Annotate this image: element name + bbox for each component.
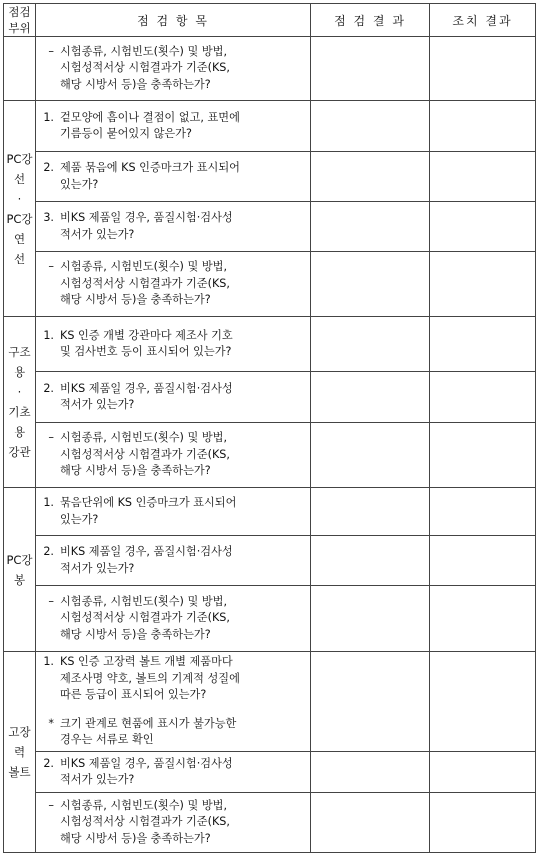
item-cell: – 시험종류, 시험빈도(횟수) 및 방법, 시험성적서상 시험결과가 기준(KS, 해당 시방서 등)을 충족하는가? — [36, 586, 311, 652]
result-cell[interactable] — [311, 652, 430, 752]
result-cell[interactable] — [311, 488, 430, 536]
category-pc-strand: PC강선 · PC강연 선 — [4, 101, 36, 317]
result-cell[interactable] — [311, 202, 430, 252]
action-cell[interactable] — [430, 586, 536, 652]
action-cell[interactable] — [430, 423, 536, 488]
category-high-strength-bolt: 고장력 볼트 — [4, 652, 36, 853]
header-result: 점 검 결 과 — [311, 4, 430, 37]
category-steel-pipe: 구조용 · 기초용 강관 — [4, 317, 36, 488]
header-action: 조치 결과 — [430, 4, 536, 37]
item-cell: – 시험종류, 시험빈도(횟수) 및 방법, 시험성적서상 시험결과가 기준(KS, 해당 시방서 등)을 충족하는가? — [36, 423, 311, 488]
result-cell[interactable] — [311, 423, 430, 488]
table-row — [4, 586, 536, 652]
item-cell: 2. 비KS 제품일 경우, 품질시험·검사성 적서가 있는가? — [36, 536, 311, 586]
item-cell: 2. 비KS 제품일 경우, 품질시험·검사성 적서가 있는가? — [36, 372, 311, 423]
checklist-page — [3, 3, 535, 845]
item-text: KS 인증 개별 강관마다 제조사 기호 및 검사번호 등이 표시되어 있는가? — [60, 328, 233, 358]
action-cell[interactable] — [430, 536, 536, 586]
action-cell[interactable] — [430, 37, 536, 101]
table-row — [4, 652, 536, 752]
result-cell[interactable] — [311, 317, 430, 372]
category-pc-bar: PC강봉 — [4, 488, 36, 652]
item-cell: 1. KS 인증 고장력 볼트 개별 제품마다 제조사명 약호, 볼트의 기계적 성질에 따른 등급이 표시되어 있는가? * 크기 관계로 현품에 표시가 불가능한 경우는 서류로 확인 — [36, 652, 311, 752]
item-text: 비KS 제품일 경우, 품질시험·검사성 적서가 있는가? — [60, 545, 233, 575]
item-text: 시험종류, 시험빈도(횟수) 및 방법, 시험성적서상 시험결과가 기준(KS, 해당 시방서 등)을 충족하는가? — [60, 594, 230, 641]
item-text: 비KS 제품일 경우, 품질시험·검사성 적서가 있는가? — [60, 211, 233, 241]
table-row — [4, 372, 536, 423]
action-cell[interactable] — [430, 793, 536, 853]
table-row — [4, 488, 536, 536]
item-text: 시험종류, 시험빈도(횟수) 및 방법, 시험성적서상 시험결과가 기준(KS, 해당 시방서 등)을 충족하는가? — [60, 260, 230, 307]
item-text: 시험종류, 시험빈도(횟수) 및 방법, 시험성적서상 시험결과가 기준(KS, 해당 시방서 등)을 충족하는가? — [60, 44, 230, 91]
category-cell — [4, 37, 36, 101]
table-row — [4, 536, 536, 586]
table-row — [4, 37, 536, 101]
result-cell[interactable] — [311, 252, 430, 317]
result-cell[interactable] — [311, 372, 430, 423]
item-note: 크기 관계로 현품에 표시가 불가능한 경우는 서류로 확인 — [60, 716, 237, 747]
item-text: KS 인증 고장력 볼트 개별 제품마다 제조사명 약호, 볼트의 기계적 성질에 따른 등급이 표시되어 있는가? — [60, 655, 240, 702]
item-cell: – 시험종류, 시험빈도(횟수) 및 방법, 시험성적서상 시험결과가 기준(KS, 해당 시방서 등)을 충족하는가? — [36, 793, 311, 853]
item-cell: 2. 제품 묶음에 KS 인증마크가 표시되어 있는가? — [36, 152, 311, 202]
table-row — [4, 317, 536, 372]
header-part: 점검부위 — [4, 4, 36, 37]
action-cell[interactable] — [430, 152, 536, 202]
item-cell: 3. 비KS 제품일 경우, 품질시험·검사성 적서가 있는가? — [36, 202, 311, 252]
result-cell[interactable] — [311, 152, 430, 202]
table-row — [4, 423, 536, 488]
table-row — [4, 252, 536, 317]
result-cell[interactable] — [311, 101, 430, 152]
item-cell: 1. 겉모양에 흠이나 결점이 없고, 표면에 기름등이 묻어있지 않은가? — [36, 101, 311, 152]
result-cell[interactable] — [311, 793, 430, 853]
item-cell: 1. KS 인증 개별 강관마다 제조사 기호 및 검사번호 등이 표시되어 있는가? — [36, 317, 311, 372]
action-cell[interactable] — [430, 652, 536, 752]
result-cell[interactable] — [311, 37, 430, 101]
item-cell: 2. 비KS 제품일 경우, 품질시험·검사성 적서가 있는가? — [36, 752, 311, 793]
action-cell[interactable] — [430, 101, 536, 152]
action-cell[interactable] — [430, 202, 536, 252]
result-cell[interactable] — [311, 752, 430, 793]
table-row — [4, 793, 536, 853]
header-items: 점 검 항 목 — [36, 4, 311, 37]
table-row — [4, 152, 536, 202]
action-cell[interactable] — [430, 317, 536, 372]
item-text: 시험종류, 시험빈도(횟수) 및 방법, 시험성적서상 시험결과가 기준(KS, 해당 시방서 등)을 충족하는가? — [60, 798, 230, 845]
result-cell[interactable] — [311, 586, 430, 652]
item-cell: – 시험종류, 시험빈도(횟수) 및 방법, 시험성적서상 시험결과가 기준(KS, 해당 시방서 등)을 충족하는가? — [36, 37, 311, 101]
item-text: 제품 묶음에 KS 인증마크가 표시되어 있는가? — [60, 161, 240, 191]
item-text: 겉모양에 흠이나 결점이 없고, 표면에 기름등이 묻어있지 않은가? — [60, 110, 240, 140]
item-cell: 1. 묶음단위에 KS 인증마크가 표시되어 있는가? — [36, 488, 311, 536]
action-cell[interactable] — [430, 752, 536, 793]
item-text: 묶음단위에 KS 인증마크가 표시되어 있는가? — [60, 496, 237, 526]
table-row — [4, 202, 536, 252]
item-text: 비KS 제품일 경우, 품질시험·검사성 적서가 있는가? — [60, 756, 233, 786]
action-cell[interactable] — [430, 252, 536, 317]
action-cell[interactable] — [430, 372, 536, 423]
action-cell[interactable] — [430, 488, 536, 536]
header-row — [4, 4, 536, 37]
item-text: 시험종류, 시험빈도(횟수) 및 방법, 시험성적서상 시험결과가 기준(KS, 해당 시방서 등)을 충족하는가? — [60, 431, 230, 478]
result-cell[interactable] — [311, 536, 430, 586]
table-row — [4, 101, 536, 152]
table-row — [4, 752, 536, 793]
inspection-checklist-table — [3, 3, 536, 853]
item-cell: – 시험종류, 시험빈도(횟수) 및 방법, 시험성적서상 시험결과가 기준(KS, 해당 시방서 등)을 충족하는가? — [36, 252, 311, 317]
item-text: 비KS 제품일 경우, 품질시험·검사성 적서가 있는가? — [60, 381, 233, 411]
